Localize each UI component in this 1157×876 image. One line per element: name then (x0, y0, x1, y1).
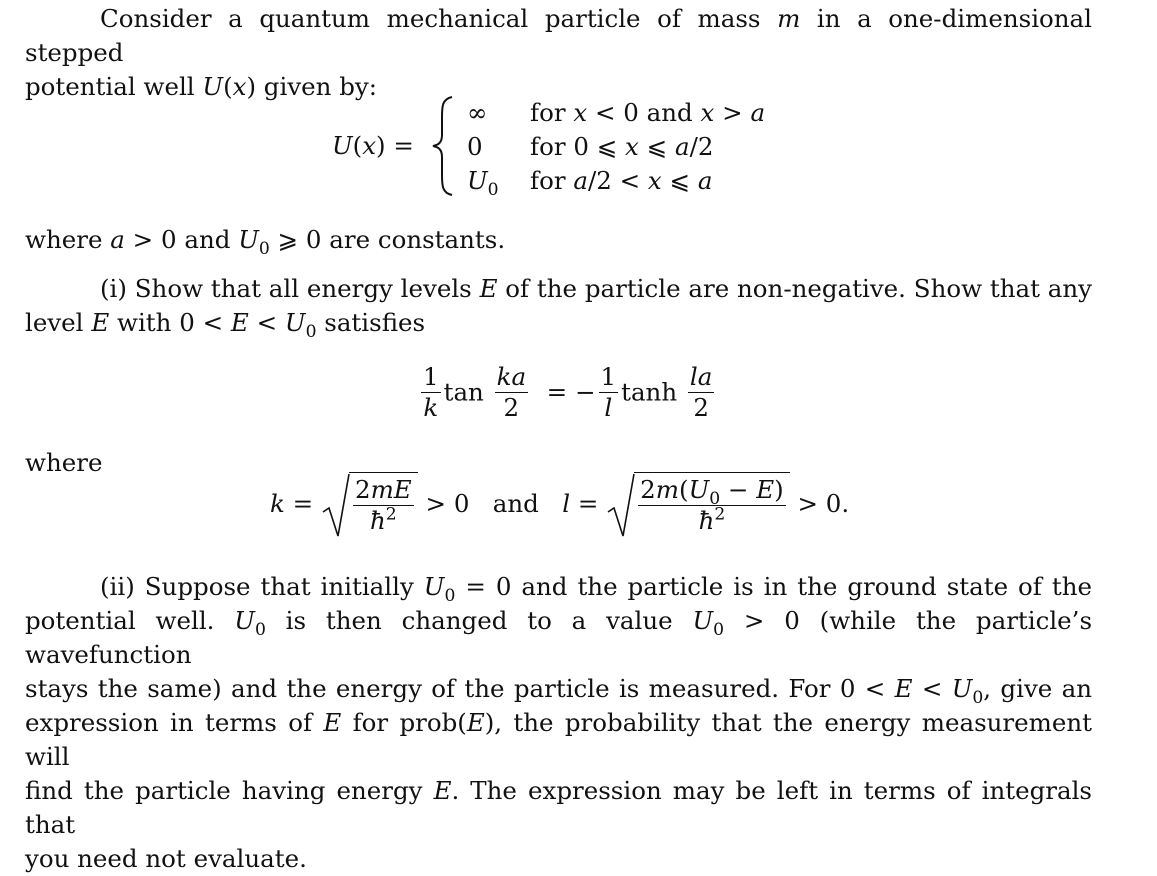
constants-line: where a > 0 and $U_0$ ⩾ 0 are constants. (25, 225, 506, 259)
case-condition-2: for 0 ⩽ x ⩽ a/2 (530, 132, 714, 161)
case-condition-1: for x < 0 and x > a (530, 98, 766, 127)
part-ii-line-6: you need not evaluate. (25, 844, 307, 873)
part-ii-paragraph (25, 570, 1092, 876)
case-value-1: ∞ (467, 98, 488, 127)
part-ii-line-4: expression in terms of E for prob(E), the probability that the energy measurement will (25, 708, 1092, 771)
case-condition-3: for a/2 < x ⩽ a (530, 166, 713, 195)
part-ii-line-3: stays the same) and the energy of the particle is measured. For $0 < E < U_0$, give an (25, 674, 1093, 708)
equation-tan-tanh: $\frac{1}{k}$ tan $\frac{ka}{2}$ = − $\frac{1}{l}$ tanh $\frac{la}{2}$ (423, 362, 713, 422)
part-ii-line-5: find the particle having energy E. The expression may be left in terms of integrals that (25, 776, 1092, 839)
part-i-line-2: level E with $0 < E < U_0$ satisfies (25, 308, 426, 342)
part-ii-line-1: (ii) Suppose that initially $U_0 = 0$ and the particle is in the ground state of the (100, 572, 1092, 606)
intro-paragraph (25, 2, 1092, 104)
part-i-paragraph (25, 272, 1092, 340)
case-value-3: $U_0$ (467, 166, 499, 200)
frac-ka-over-2: $\frac{ka}{2}$ (496, 362, 527, 422)
sqrt-l: $\frac{2m(U_0 - E)}{ħ^2}$ (606, 472, 790, 536)
intro-line-1: Consider a quantum mechanical particle of mass m in a one-dimensional stepped (25, 4, 1092, 67)
cases-brace (430, 95, 456, 197)
potential-lhs: U(x) = (332, 131, 414, 160)
equation-k-l-definitions: k = $\frac{2mE}{ħ^2}$ > 0 and l = $\frac{2m(U_0 - E)}{ħ^2}$ > 0. (270, 472, 849, 536)
intro-line-2: potential well U(x) given by: (25, 72, 378, 101)
sqrt-k: $\frac{2mE}{ħ^2}$ (321, 472, 418, 536)
frac-1-over-l: $\frac{1}{l}$ (600, 362, 617, 422)
part-i-line-1: (i) Show that all energy levels E of the particle are non-negative. Show that any (100, 274, 1092, 303)
part-ii-line-2: potential well. $U_0$ is then changed to a value $U_0 > 0$ (while the particle’s wavefunction (25, 606, 1093, 669)
frac-1-over-k: $\frac{1}{k}$ (423, 362, 439, 422)
where-label: where (25, 448, 103, 477)
case-value-2: 0 (467, 132, 483, 161)
frac-la-over-2: $\frac{la}{2}$ (689, 362, 713, 422)
